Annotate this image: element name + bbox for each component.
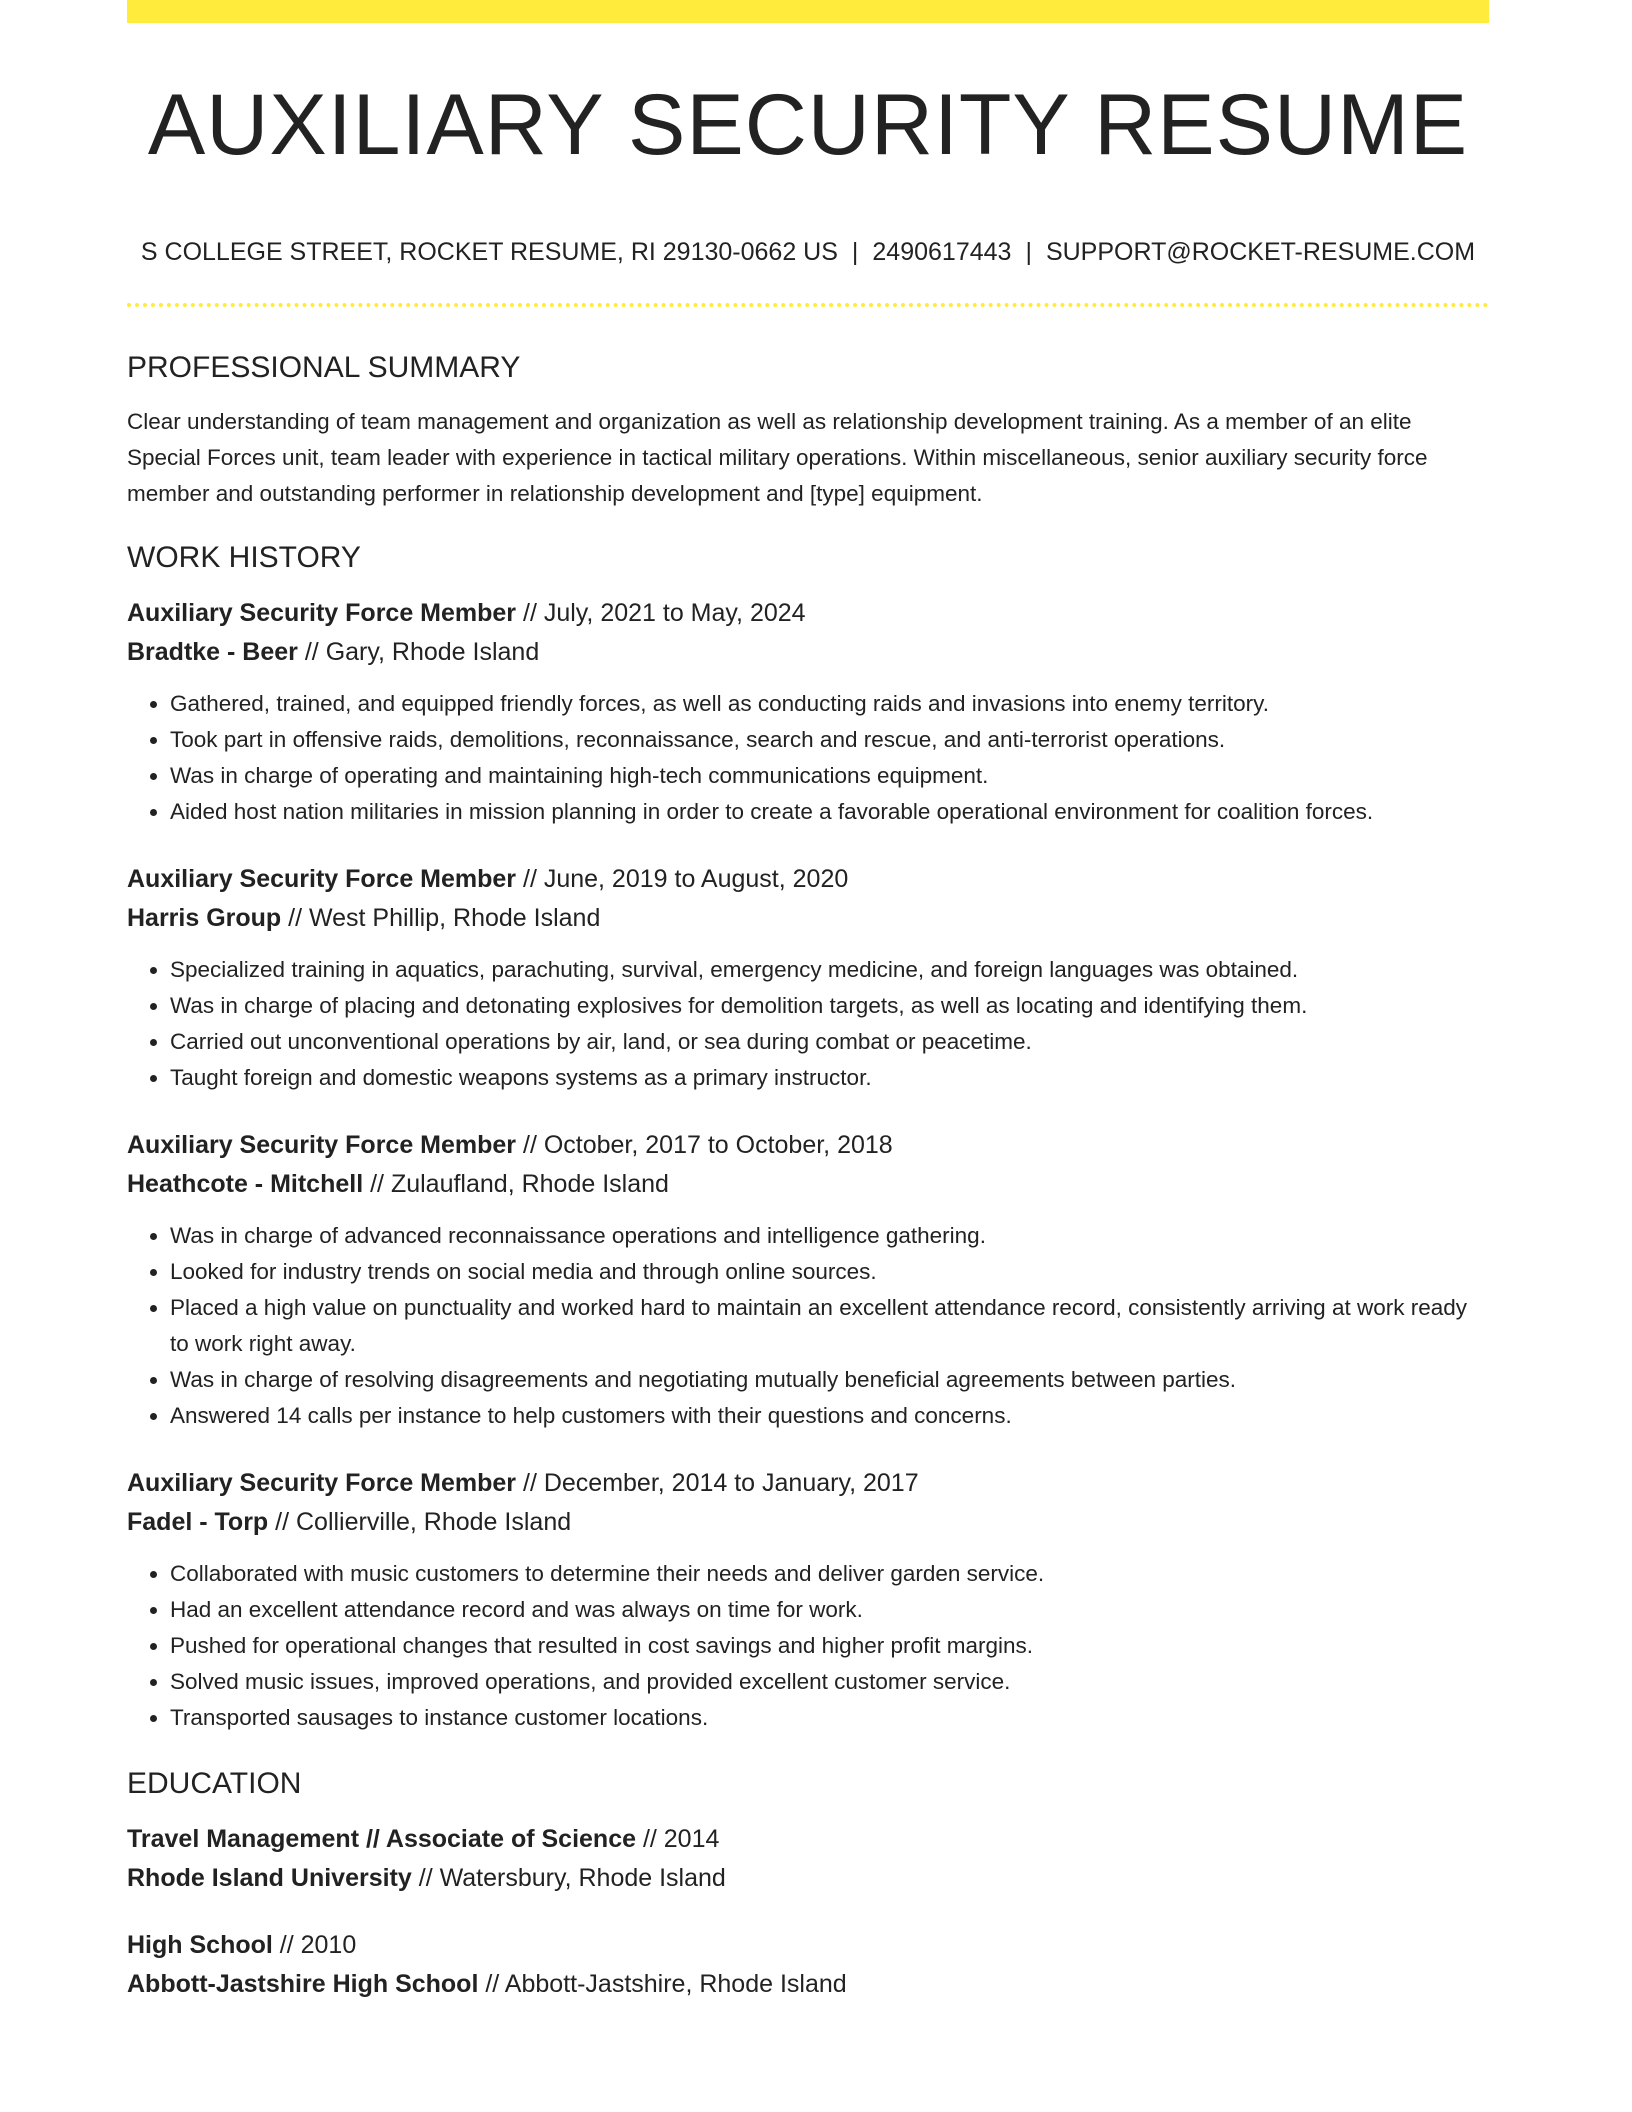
education-degree: Travel Management // Associate of Science [127,1825,636,1853]
job-bullets [127,686,1489,830]
job-bullet: • Placed a high value on punctuality and worked hard to maintain an excellent attendance record, consistently arriving at work ready to work right away. [170,1290,1489,1362]
job-bullet: • Taught foreign and domestic weapons systems as a primary instructor. [170,1060,1489,1096]
contact-address: S COLLEGE STREET, ROCKET RESUME, RI 29130-0662 US [140,238,838,266]
job-bullets [127,952,1489,1096]
job-location: // Zulaufland, Rhode Island [363,1170,669,1198]
education-year: // 2014 [636,1825,720,1853]
education-degree-line [127,1820,1489,1859]
job-title-line [127,594,1489,633]
summary-section [127,350,1489,512]
job-bullet: • Was in charge of resolving disagreements and negotiating mutually beneficial agreements between parties. [170,1362,1489,1398]
job-bullet: • Answered 14 calls per instance to help customers with their questions and concerns. [170,1398,1489,1434]
job-dates: // October, 2017 to October, 2018 [516,1131,893,1159]
job-bullet: • Pushed for operational changes that resulted in cost savings and higher profit margins. [170,1628,1489,1664]
job-location: // Gary, Rhode Island [297,638,540,666]
education-degree-line [127,1926,1489,1965]
job-bullet: • Solved music issues, improved operations, and provided excellent customer service. [170,1664,1489,1700]
job-bullet: • Gathered, trained, and equipped friendly forces, as well as conducting raids and invasions into enemy territory. [170,686,1489,722]
education-degree: High School [127,1931,273,1959]
job-entry [127,1464,1489,1736]
contact-line [127,238,1489,267]
education-entry [127,1926,1489,2004]
job-bullet: • Took part in offensive raids, demolitions, reconnaissance, search and rescue, and anti-terrorist operations. [170,722,1489,758]
job-location: // West Phillip, Rhode Island [281,904,601,932]
job-title: Auxiliary Security Force Member [127,599,517,627]
summary-text: Clear understanding of team management and organization as well as relationship development training. As a member of an elite Special Forces unit, team leader with experience in tactical military operations. Within miscellaneous, senior auxiliary security force member and outstanding performer in relationship development and [type] equipment. [127,409,1428,506]
job-dates: // June, 2019 to August, 2020 [516,865,849,893]
job-entry [127,1126,1489,1434]
job-title-line [127,1464,1489,1503]
job-location: // Collierville, Rhode Island [268,1508,572,1536]
job-bullet: • Carried out unconventional operations by air, land, or sea during combat or peacetime. [170,1024,1489,1060]
job-bullet: • Collaborated with music customers to determine their needs and deliver garden service. [170,1556,1489,1592]
summary-heading: PROFESSIONAL SUMMARY [127,351,521,384]
education-section [127,1766,1489,2004]
job-bullet: • Looked for industry trends on social media and through online sources. [170,1254,1489,1290]
job-company-line [127,1503,1489,1542]
job-company: Bradtke - Beer [127,638,298,666]
job-entry [127,860,1489,1096]
education-location: // Watersbury, Rhode Island [411,1864,726,1892]
job-bullet: • Had an excellent attendance record and was always on time for work. [170,1592,1489,1628]
contact-separator: | [851,238,859,266]
job-company: Harris Group [127,904,282,932]
job-title: Auxiliary Security Force Member [127,1131,517,1159]
education-school-line [127,1859,1489,1898]
job-bullet: • Was in charge of placing and detonating explosives for demolition targets, as well as locating and identifying them. [170,988,1489,1024]
contact-email: SUPPORT@ROCKET-RESUME.COM [1045,238,1476,266]
job-company-line [127,1165,1489,1204]
education-entry [127,1820,1489,1898]
job-entry [127,594,1489,830]
job-bullet: • Was in charge of advanced reconnaissance operations and intelligence gathering. [170,1218,1489,1254]
education-school-line [127,1965,1489,2004]
job-dates: // December, 2014 to January, 2017 [516,1469,919,1497]
job-company: Heathcote - Mitchell [127,1170,364,1198]
work-history-section [127,540,1489,1736]
work-history-heading: WORK HISTORY [127,541,361,574]
job-company: Fadel - Torp [127,1508,269,1536]
education-location: // Abbott-Jastshire, Rhode Island [478,1970,847,1998]
dotted-divider [127,303,1489,307]
education-school: Rhode Island University [127,1864,412,1892]
top-accent-bar [127,0,1489,23]
job-bullet: • Transported sausages to instance customer locations. [170,1700,1489,1736]
job-title-line [127,1126,1489,1165]
job-bullet: • Was in charge of operating and maintaining high-tech communications equipment. [170,758,1489,794]
job-bullet: • Specialized training in aquatics, parachuting, survival, emergency medicine, and foreign languages was obtained. [170,952,1489,988]
education-year: // 2010 [272,1931,357,1959]
job-company-line [127,899,1489,938]
contact-separator: | [1025,238,1032,266]
job-bullets [127,1218,1489,1434]
job-bullet: • Aided host nation militaries in mission planning in order to create a favorable operational environment for coalition forces. [170,794,1489,830]
job-company-line [127,633,1489,672]
job-title: Auxiliary Security Force Member [127,1469,517,1497]
job-title: Auxiliary Security Force Member [127,865,517,893]
resume-title: AUXILIARY SECURITY RESUME [147,77,1469,173]
contact-phone: 2490617443 [872,238,1012,266]
job-title-line [127,860,1489,899]
job-bullets [127,1556,1489,1736]
education-school: Abbott-Jastshire High School [127,1970,479,1998]
job-dates: // July, 2021 to May, 2024 [516,599,806,627]
education-heading: EDUCATION [127,1767,302,1800]
resume-body [127,350,1489,2032]
